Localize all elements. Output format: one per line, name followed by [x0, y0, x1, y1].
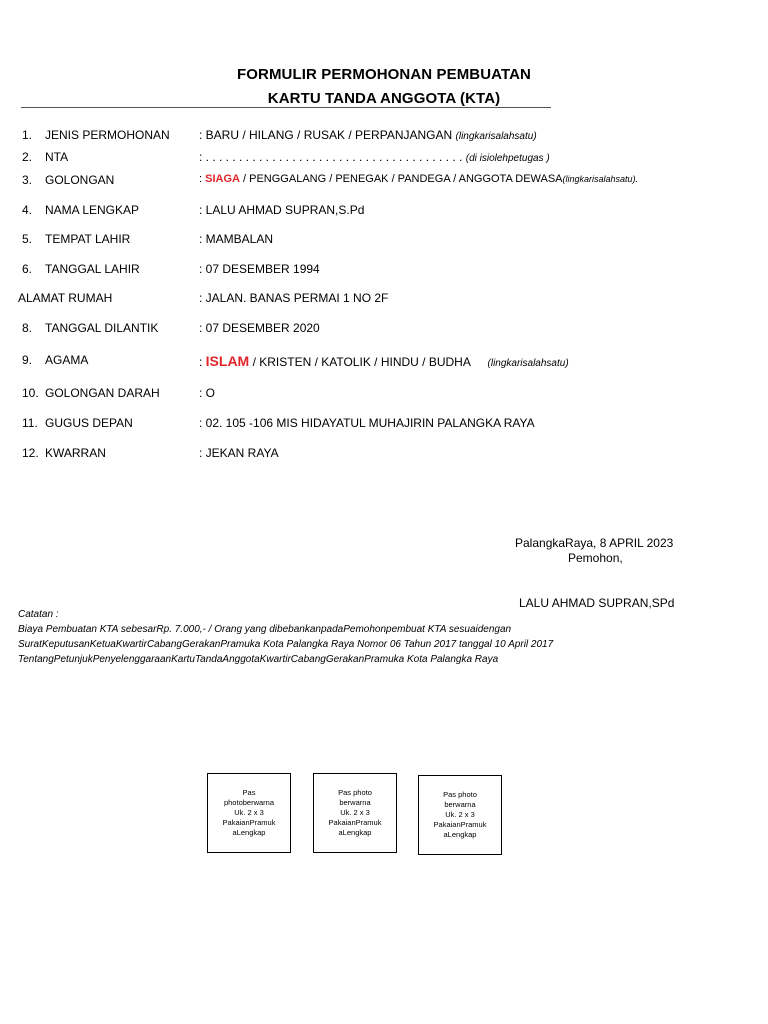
field-value: : O [199, 386, 216, 400]
field-value-text: / PENGGALANG / PENEGAK / PANDEGA / ANGGOTA DEWASA [239, 173, 563, 185]
field-number: 12. [22, 446, 39, 460]
field-value: : LALU AHMAD SUPRAN,S.Pd [199, 203, 365, 217]
field-label: ALAMAT RUMAH [18, 291, 113, 305]
selected-option: SIAGA [205, 173, 240, 185]
photo-caption: Pas photo [443, 790, 477, 799]
field-label: NAMA LENGKAP [45, 203, 140, 217]
photo-caption: berwarna [444, 800, 476, 809]
photo-caption: Pas [242, 788, 256, 797]
field-row-tempat-lahir [0, 232, 768, 250]
field-number: 1. [22, 128, 33, 142]
photo-placeholder-2 [313, 773, 397, 853]
photo-caption: Uk. 2 x 3 [445, 810, 475, 819]
field-value-prefix: : [199, 173, 206, 185]
field-label: GOLONGAN DARAH [45, 386, 160, 400]
title-underline [21, 107, 551, 108]
field-number: 9. [22, 353, 33, 367]
notes-block [18, 607, 553, 667]
photo-caption: Uk. 2 x 3 [340, 808, 370, 817]
field-value: : JEKAN RAYA [199, 446, 279, 460]
field-value: : MAMBALAN [199, 232, 274, 246]
field-value-prefix: : [199, 355, 206, 369]
field-value [199, 353, 569, 369]
field-label: GUGUS DEPAN [45, 416, 133, 430]
field-value: : JALAN. BANAS PERMAI 1 NO 2F [199, 291, 389, 305]
field-row-gugus-depan [0, 416, 768, 434]
photo-caption: aLengkap [443, 830, 477, 839]
field-number: 11. [22, 416, 38, 430]
field-row-jenis-permohonan [0, 128, 768, 146]
field-row-alamat-rumah [0, 291, 768, 309]
field-label: GOLONGAN [45, 173, 115, 187]
photo-caption: photoberwarna [223, 798, 275, 807]
field-note: (lingkarisalahsatu). [562, 174, 639, 184]
field-value: : 07 DESEMBER 2020 [199, 321, 320, 335]
photo-caption: Pas photo [338, 788, 372, 797]
photo-caption: aLengkap [232, 828, 266, 837]
form-title-line-1: FORMULIR PERMOHONAN PEMBUATAN [237, 66, 531, 83]
field-label: TANGGAL DILANTIK [45, 321, 159, 335]
notes-heading: Catatan : [18, 609, 59, 620]
field-row-golongan-darah [0, 386, 768, 404]
field-label: JENIS PERMOHONAN [45, 128, 170, 142]
photo-placeholder-3 [418, 775, 502, 855]
field-number: 2. [22, 150, 33, 164]
field-number: 3. [22, 173, 33, 187]
field-value [199, 150, 550, 164]
field-row-agama [0, 353, 768, 371]
field-label: AGAMA [45, 353, 89, 367]
field-row-tanggal-lahir [0, 262, 768, 280]
field-value [199, 128, 537, 142]
field-value-text: : BARU / HILANG / RUSAK / PERPANJANGAN [199, 128, 453, 142]
field-note: (lingkarisalahsatu) [487, 358, 569, 369]
field-number: 8. [22, 321, 33, 335]
field-label: KWARRAN [45, 446, 106, 460]
photo-caption: berwarna [339, 798, 371, 807]
field-row-nama-lengkap [0, 203, 768, 221]
field-number: 10. [22, 386, 39, 400]
photo-caption: PakaianPramuk [433, 820, 487, 829]
signature-place-date: PalangkaRaya, 8 APRIL 2023 [515, 536, 674, 550]
field-value: : 02. 105 -106 MIS HIDAYATUL MUHAJIRIN PALANGKA RAYA [199, 416, 535, 430]
field-row-nta [0, 150, 768, 168]
photo-caption: PakaianPramuk [328, 818, 382, 827]
field-number: 5. [22, 232, 33, 246]
field-label: TANGGAL LAHIR [45, 262, 140, 276]
field-number: 6. [22, 262, 33, 276]
field-row-golongan [0, 173, 768, 191]
form-title-line-2: KARTU TANDA ANGGOTA (KTA) [267, 90, 501, 107]
notes-line: SuratKeputusanKetuaKwartirCabangGerakanPramuka Kota Palangka Raya Nomor 06 Tahun 2017 tanggal 10 April 2017 [18, 639, 554, 650]
field-value [199, 173, 638, 185]
field-note: (di isiolehpetugas ) [465, 153, 550, 164]
signature-role: Pemohon, [568, 551, 623, 565]
field-label: TEMPAT LAHIR [45, 232, 131, 246]
field-value-text: : . . . . . . . . . . . . . . . . . . . . . . . . . . . . . . . . . . . . . . . [199, 150, 463, 164]
field-note: (lingkarisalahsatu) [455, 131, 537, 142]
photo-placeholder-1 [207, 773, 291, 853]
field-row-tanggal-dilantik [0, 321, 768, 339]
photo-caption: Uk. 2 x 3 [234, 808, 264, 817]
field-number: 4. [22, 203, 33, 217]
field-value-text: / KRISTEN / KATOLIK / HINDU / BUDHA [249, 355, 471, 369]
photo-caption: PakaianPramuk [222, 818, 276, 827]
field-value: : 07 DESEMBER 1994 [199, 262, 320, 276]
field-label: NTA [45, 150, 69, 164]
selected-option: ISLAM [205, 353, 250, 369]
notes-line: TentangPetunjukPenyelenggaraanKartuTandaAnggotaKwartirCabangGerakanPramuka Kota Palangka Raya [18, 654, 499, 665]
notes-line: Biaya Pembuatan KTA sebesarRp. 7.000,- / Orang yang dibebankanpadaPemohonpembuat KTA sesuaidengan [18, 624, 512, 635]
photo-caption: aLengkap [338, 828, 372, 837]
field-row-kwarran [0, 446, 768, 464]
signature-name: LALU AHMAD SUPRAN,SPd [519, 596, 675, 610]
